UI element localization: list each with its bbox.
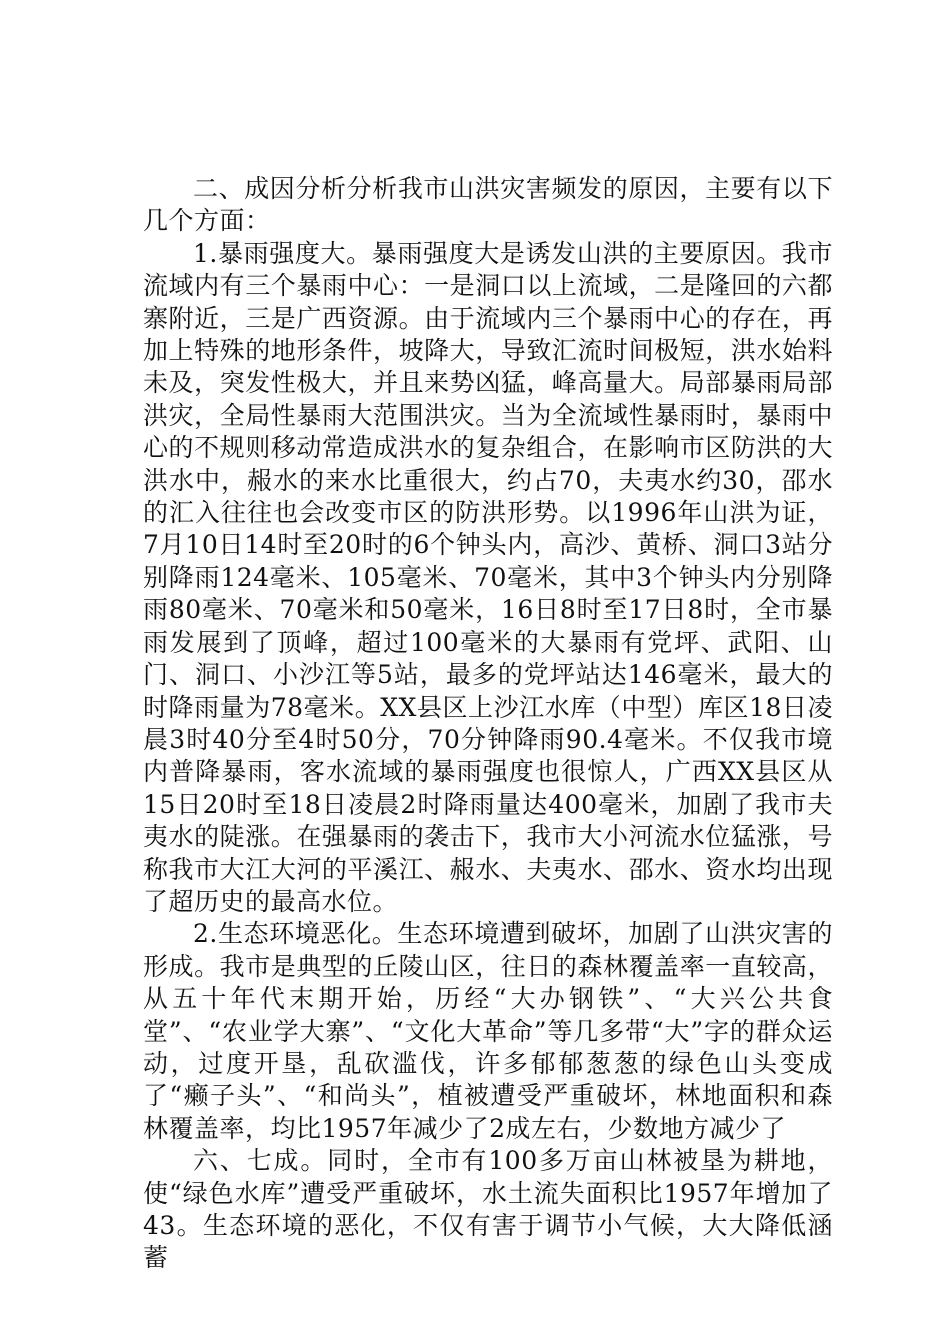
- paragraph-heavy-rainfall: 1.暴雨强度大。暴雨强度大是诱发山洪的主要原因。我市流域内有三个暴雨中心：一是洞口以上流域，二是隆回的六都寨附近，三是广西资源。由于流域内三个暴雨中心的存在，再加上特殊的地形条件，坡降大，导致汇流时间极短，洪水始料未及，突发性极大，并且来势凶猛，峰高量大。局部暴雨局部洪灾，全局性暴雨大范围洪灾。当为全流域性暴雨时，暴雨中心的不规则移动常造成洪水的复杂组合，在影响市区防洪的大洪水中，赧水的来水比重很大，约占70，夫夷水约30，邵水的汇入往往也会改变市区的防洪形势。以1996年山洪为证，7月10日14时至20时的6个钟头内，高沙、黄桥、洞口3站分别降雨124毫米、105毫米、70毫米，其中3个钟头内分别降雨80毫米、70毫米和50毫米，16日8时至17日8时，全市暴雨发展到了顶峰，超过100毫米的大暴雨有党坪、武阳、山门、洞口、小沙江等5站，最多的党坪站达146毫米，最大的时降雨量为78毫米。XX县区上沙江水库（中型）库区18日凌晨3时40分至4时50分，70分钟降雨90.4毫米。不仅我市境内普降暴雨，客水流域的暴雨强度也很惊人，广西XX县区从15日20时至18日凌晨2时降雨量达400毫米，加剧了我市夫夷水的陡涨。在强暴雨的袭击下，我市大小河流水位猛涨，号称我市大江大河的平溪江、赧水、夫夷水、邵水、资水均出现了超历史的最高水位。: [143, 238, 833, 916]
- paragraph-continuation: 六、七成。同时，全市有100多万亩山林被垦为耕地，使“绿色水库”遭受严重破坏，水土流失面积比1957年增加了43。生态环境的恶化，不仅有害于调节小气候，大大降低涵蓄: [143, 1146, 833, 1273]
- paragraph-ecological-deterioration: 2.生态环境恶化。生态环境遭到破坏，加剧了山洪灾害的形成。我市是典型的丘陵山区，往日的森林覆盖率一直较高，从五十年代末期开始，历经“大办钢铁”、“大兴公共食堂”、“农业学大寨”、“文化大革命”等几多带“大”字的群众运动，过度开垦，乱砍滥伐，许多郁郁葱葱的绿色山头变成了“癞子头”、“和尚头”，植被遭受严重破坏，林地面积和森林覆盖率，均比1957年减少了2成左右，少数地方减少了: [143, 919, 833, 1143]
- paragraph-cause-analysis-intro: 二、成因分析分析我市山洪灾害频发的原因，主要有以下几个方面：: [143, 174, 833, 236]
- document-body: [143, 173, 833, 1275]
